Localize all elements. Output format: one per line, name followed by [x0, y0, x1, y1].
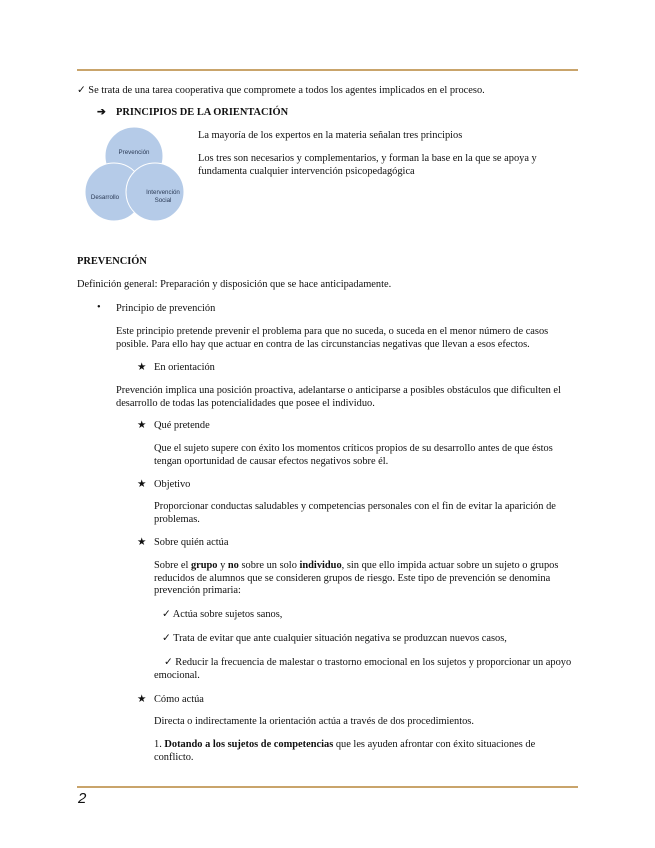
bold-no: no [227, 560, 239, 571]
procedure-item-1: 1. Dotando a los sujetos de competencias que les ayuden afrontar con éxito situaciones de conflicto. [154, 739, 536, 763]
star-icon: ★ [137, 420, 147, 431]
bold-individuo: individuo [299, 560, 342, 571]
principles-arrow: ➔ [97, 107, 106, 118]
bold-dotando: Dotando a los sujetos de competencias [164, 739, 334, 750]
page-number: 2 [78, 790, 87, 807]
principle-text: Este principio pretende prevenir el problema para que no suceda, o suceda en el menor número de casos posible. Para ello hay que actuar en contra de las circunstancias negativas que llevan a esos efectos. [116, 326, 549, 350]
prevencion-definition: Definición general: Preparación y disposición que se hace anticipadamente. [77, 279, 392, 290]
principle-item: Principio de prevención [116, 303, 216, 314]
star-icon: ★ [137, 694, 147, 705]
star-icon: ★ [137, 479, 147, 490]
principles-venn-diagram [80, 126, 188, 224]
venn-label-intervencion-1: Intervención [146, 189, 180, 196]
venn-label-intervencion-2: Social [154, 197, 172, 204]
principles-heading: PRINCIPIOS DE LA ORIENTACIÓN [116, 107, 289, 118]
check-item-1: ✓ Actúa sobre sujetos sanos, [162, 609, 283, 620]
que-pretende-item: Qué pretende [154, 420, 210, 431]
star-icon: ★ [137, 537, 147, 548]
en-orientacion-item: En orientación [154, 362, 215, 373]
como-actua-text: Directa o indirectamente la orientación actúa a través de dos procedimientos. [154, 716, 474, 727]
venn-circles [85, 127, 184, 221]
check-item-2: ✓ Trata de evitar que ante cualquier situación negativa se produzcan nuevos casos, [162, 633, 507, 644]
venn-label-prevencion: Prevención [118, 149, 150, 156]
bullet-icon: • [97, 302, 101, 313]
objetivo-item: Objetivo [154, 479, 191, 490]
como-actua-item: Cómo actúa [154, 694, 204, 705]
intro-line: ✓ Se trata de una tarea cooperativa que compromete a todos los agentes implicados en el proceso. [77, 85, 485, 96]
prevencion-heading: PREVENCIÓN [77, 256, 147, 267]
sobre-quien-item: Sobre quién actúa [154, 537, 229, 548]
top-rule [77, 69, 578, 71]
bold-grupo: grupo [190, 560, 218, 571]
bottom-rule [77, 786, 578, 788]
sobre-quien-text: Sobre el grupo y no sobre un solo individuo, sin que ello impida actuar sobre un sujeto o grupos reducidos de alumnos que se consideren grupos de riesgo. Este tipo de prevención se denomina prevención primaria: [154, 560, 559, 596]
que-pretende-text: Que el sujeto supere con éxito los momentos críticos propios de su desarrollo antes de que éstos tengan oportunidad de causar efectos negativos sobre él. [154, 443, 553, 467]
principles-paragraph-1: La mayoría de los expertos en la materia señalan tres principios [198, 130, 463, 141]
en-orientacion-text: Prevención implica una posición proactiva, adelantarse o anticiparse a posibles obstáculos que dificulten el desarrollo de todas las potencialidades que posee el individuo. [116, 385, 561, 409]
principles-paragraph-2: Los tres son necesarios y complementarios, y forman la base en la que se apoya y fundamenta cualquier intervención psicopedagógica [198, 153, 537, 177]
star-icon: ★ [137, 362, 147, 373]
venn-label-desarrollo: Desarrollo [90, 194, 120, 201]
check-item-3: ✓ Reducir la frecuencia de malestar o trastorno emocional en los sujetos y proporcionar un apoyo emocional. [154, 657, 572, 681]
objetivo-text: Proporcionar conductas saludables y competencias personales con el fin de evitar la aparición de problemas. [154, 501, 556, 525]
